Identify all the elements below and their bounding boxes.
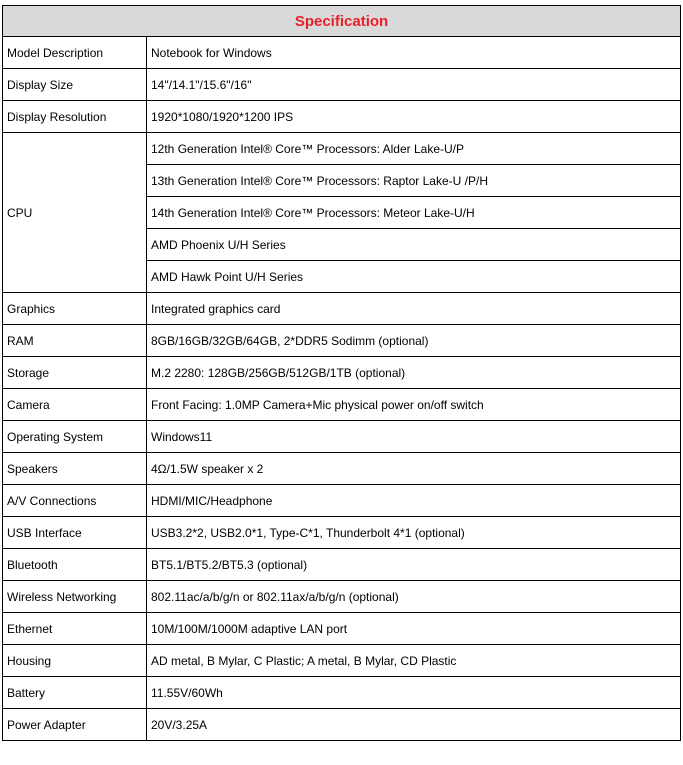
table-row — [3, 613, 681, 645]
spec-value: 4Ω/1.5W speaker x 2 — [147, 453, 681, 485]
spec-label: CPU — [3, 133, 147, 293]
spec-value: 12th Generation Intel® Core™ Processors: Alder Lake-U/P — [147, 133, 681, 165]
spec-label: Graphics — [3, 293, 147, 325]
spec-value: 14"/14.1"/15.6"/16" — [147, 69, 681, 101]
table-body — [3, 37, 681, 741]
spec-label: Bluetooth — [3, 549, 147, 581]
spec-value: 14th Generation Intel® Core™ Processors: Meteor Lake-U/H — [147, 197, 681, 229]
spec-label: Storage — [3, 357, 147, 389]
spec-value: AMD Hawk Point U/H Series — [147, 261, 681, 293]
spec-value: 802.11ac/a/b/g/n or 802.11ax/a/b/g/n (optional) — [147, 581, 681, 613]
spec-value: Notebook for Windows — [147, 37, 681, 69]
spec-label: Speakers — [3, 453, 147, 485]
spec-value: Windows11 — [147, 421, 681, 453]
table-row — [3, 37, 681, 69]
table-row — [3, 389, 681, 421]
spec-label: Wireless Networking — [3, 581, 147, 613]
spec-label: USB Interface — [3, 517, 147, 549]
spec-value: HDMI/MIC/Headphone — [147, 485, 681, 517]
table-row — [3, 453, 681, 485]
table-row — [3, 677, 681, 709]
table-row — [3, 325, 681, 357]
table-row — [3, 421, 681, 453]
table-row — [3, 517, 681, 549]
table-row — [3, 645, 681, 677]
spec-label: Power Adapter — [3, 709, 147, 741]
spec-value: Front Facing: 1.0MP Camera+Mic physical power on/off switch — [147, 389, 681, 421]
spec-value: AMD Phoenix U/H Series — [147, 229, 681, 261]
spec-label: RAM — [3, 325, 147, 357]
spec-value: M.2 2280: 128GB/256GB/512GB/1TB (optional) — [147, 357, 681, 389]
spec-value: 8GB/16GB/32GB/64GB, 2*DDR5 Sodimm (optional) — [147, 325, 681, 357]
spec-label: Operating System — [3, 421, 147, 453]
spec-value: 20V/3.25A — [147, 709, 681, 741]
table-row — [3, 133, 681, 165]
spec-value: Integrated graphics card — [147, 293, 681, 325]
spec-label: Ethernet — [3, 613, 147, 645]
table-row — [3, 69, 681, 101]
spec-value: AD metal, B Mylar, C Plastic; A metal, B Mylar, CD Plastic — [147, 645, 681, 677]
table-header-row — [3, 6, 681, 37]
spec-label: Battery — [3, 677, 147, 709]
table-title: Specification — [3, 6, 681, 37]
table-row — [3, 101, 681, 133]
spec-label: Camera — [3, 389, 147, 421]
table-row — [3, 549, 681, 581]
spec-value: 13th Generation Intel® Core™ Processors: Raptor Lake-U /P/H — [147, 165, 681, 197]
spec-value: 11.55V/60Wh — [147, 677, 681, 709]
spec-label: Display Resolution — [3, 101, 147, 133]
table-row — [3, 709, 681, 741]
spec-label: Housing — [3, 645, 147, 677]
spec-label: A/V Connections — [3, 485, 147, 517]
spec-label: Model Description — [3, 37, 147, 69]
table-row — [3, 357, 681, 389]
spec-value: USB3.2*2, USB2.0*1, Type-C*1, Thunderbolt 4*1 (optional) — [147, 517, 681, 549]
spec-value: 10M/100M/1000M adaptive LAN port — [147, 613, 681, 645]
spec-value: 1920*1080/1920*1200 IPS — [147, 101, 681, 133]
table-row — [3, 581, 681, 613]
table-row — [3, 293, 681, 325]
spec-value: BT5.1/BT5.2/BT5.3 (optional) — [147, 549, 681, 581]
table-row — [3, 485, 681, 517]
specification-table — [2, 5, 681, 741]
spec-label: Display Size — [3, 69, 147, 101]
